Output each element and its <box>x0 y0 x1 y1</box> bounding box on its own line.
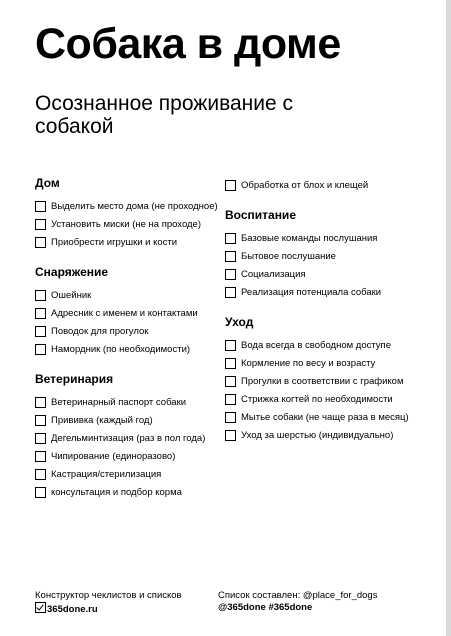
item-label: Стрижка когтей по необходимости <box>241 394 393 405</box>
checklist-item[interactable] <box>225 393 415 406</box>
checkbox[interactable] <box>225 233 236 244</box>
footer-hashtags: @365done #365done <box>218 602 313 613</box>
left-column <box>35 176 227 504</box>
checkbox[interactable] <box>35 219 46 230</box>
checklist-item[interactable] <box>35 343 227 356</box>
item-label: Намордник (по необходимости) <box>51 344 191 355</box>
checkbox[interactable] <box>35 451 46 462</box>
checklist-item[interactable] <box>35 218 227 231</box>
checklist-item[interactable] <box>225 429 415 442</box>
checkmark-icon <box>35 602 46 613</box>
section-title-home: Дом <box>35 176 60 190</box>
checklist-item[interactable] <box>225 232 415 245</box>
page-subtitle: Осознанное проживание с собакой <box>35 92 294 138</box>
checkbox[interactable] <box>225 180 236 191</box>
checkbox[interactable] <box>35 237 46 248</box>
checklist-item[interactable] <box>35 468 227 481</box>
item-label: Адресник с именем и контактами <box>51 308 198 319</box>
item-label: Обработка от блох и клещей <box>241 180 369 191</box>
item-label: Ветеринарный паспорт собаки <box>51 397 187 408</box>
item-label: Бытовое послушание <box>241 251 336 262</box>
section-title-gear: Снаряжение <box>35 265 109 279</box>
checklist-care <box>225 339 415 442</box>
checkbox[interactable] <box>35 201 46 212</box>
item-label: Уход за шерстью (индивидуально) <box>241 430 394 441</box>
item-label: Чипирование (единоразово) <box>51 451 176 462</box>
item-label: Мытье собаки (не чаще раза в месяц) <box>241 412 409 423</box>
checklist-item[interactable] <box>225 179 415 192</box>
checklist-item[interactable] <box>35 325 227 338</box>
checkbox[interactable] <box>225 430 236 441</box>
checklist-item[interactable] <box>35 289 227 302</box>
section-upbringing <box>225 208 415 299</box>
checkbox[interactable] <box>35 487 46 498</box>
footer-left <box>35 590 182 616</box>
item-label: Приобрести игрушки и кости <box>51 237 178 248</box>
checkbox[interactable] <box>35 433 46 444</box>
checklist-item[interactable] <box>35 450 227 463</box>
section-title-vet: Ветеринария <box>35 372 114 386</box>
item-label: Кастрация/стерилизация <box>51 469 162 480</box>
checklist-vet <box>35 396 227 499</box>
item-label: Дегельминтизация (раз в пол года) <box>51 433 206 444</box>
checkbox[interactable] <box>225 412 236 423</box>
checklist-item[interactable] <box>225 339 415 352</box>
item-label: консультация и подбор корма <box>51 487 182 498</box>
item-label: Ошейник <box>51 290 92 301</box>
checklist-item[interactable] <box>225 286 415 299</box>
checkbox[interactable] <box>225 358 236 369</box>
checklist-home <box>35 200 227 249</box>
footer-site-label: 365done.ru <box>47 604 98 615</box>
checkbox[interactable] <box>35 415 46 426</box>
page-edge <box>446 0 451 636</box>
checkbox[interactable] <box>225 269 236 280</box>
checklist-item[interactable] <box>225 268 415 281</box>
checklist-item[interactable] <box>35 486 227 499</box>
item-label: Выделить место дома (не проходное) <box>51 201 218 212</box>
checkbox[interactable] <box>35 397 46 408</box>
checkbox[interactable] <box>35 308 46 319</box>
footer-tagline: Конструктор чеклистов и списков <box>35 590 182 601</box>
item-label: Прогулки в соответствии с графиком <box>241 376 404 387</box>
footer-right <box>218 590 377 614</box>
checklist-item[interactable] <box>225 375 415 388</box>
section-title-upbringing: Воспитание <box>225 208 296 222</box>
item-label: Социализация <box>241 269 306 280</box>
checklist-item[interactable] <box>35 414 227 427</box>
checklist-item[interactable] <box>35 236 227 249</box>
checkbox[interactable] <box>35 326 46 337</box>
page-title: Собака в доме <box>35 20 341 68</box>
checkbox[interactable] <box>225 394 236 405</box>
checkbox[interactable] <box>225 376 236 387</box>
checklist-item[interactable] <box>225 411 415 424</box>
checklist-item[interactable] <box>35 307 227 320</box>
section-title-care: Уход <box>225 315 254 329</box>
item-label: Базовые команды послушания <box>241 233 378 244</box>
item-label: Поводок для прогулок <box>51 326 149 337</box>
checkbox[interactable] <box>225 287 236 298</box>
checklist-item[interactable] <box>35 200 227 213</box>
item-label: Кормление по весу и возрасту <box>241 358 376 369</box>
checklist-gear <box>35 289 227 356</box>
item-label: Реализация потенциала собаки <box>241 287 382 298</box>
checkbox[interactable] <box>35 344 46 355</box>
item-label: Вода всегда в свободном доступе <box>241 340 391 351</box>
section-gear <box>35 265 227 356</box>
section-care <box>225 315 415 442</box>
checklist-upbringing <box>225 232 415 299</box>
footer-site-link[interactable] <box>35 602 182 616</box>
checkbox[interactable] <box>225 251 236 262</box>
checklist-item[interactable] <box>35 396 227 409</box>
item-label: Установить миски (не на проходе) <box>51 219 202 230</box>
checklist-item[interactable] <box>35 432 227 445</box>
checklist-home-extra <box>225 179 415 192</box>
item-label: Прививка (каждый год) <box>51 415 153 426</box>
checklist-item[interactable] <box>225 357 415 370</box>
checkbox[interactable] <box>225 340 236 351</box>
checkbox[interactable] <box>35 290 46 301</box>
footer-author: Список составлен: @place_for_dogs <box>218 590 378 601</box>
checklist-item[interactable] <box>225 250 415 263</box>
checkbox[interactable] <box>35 469 46 480</box>
right-column <box>225 179 415 447</box>
section-vet <box>35 372 227 499</box>
section-home <box>35 176 227 249</box>
